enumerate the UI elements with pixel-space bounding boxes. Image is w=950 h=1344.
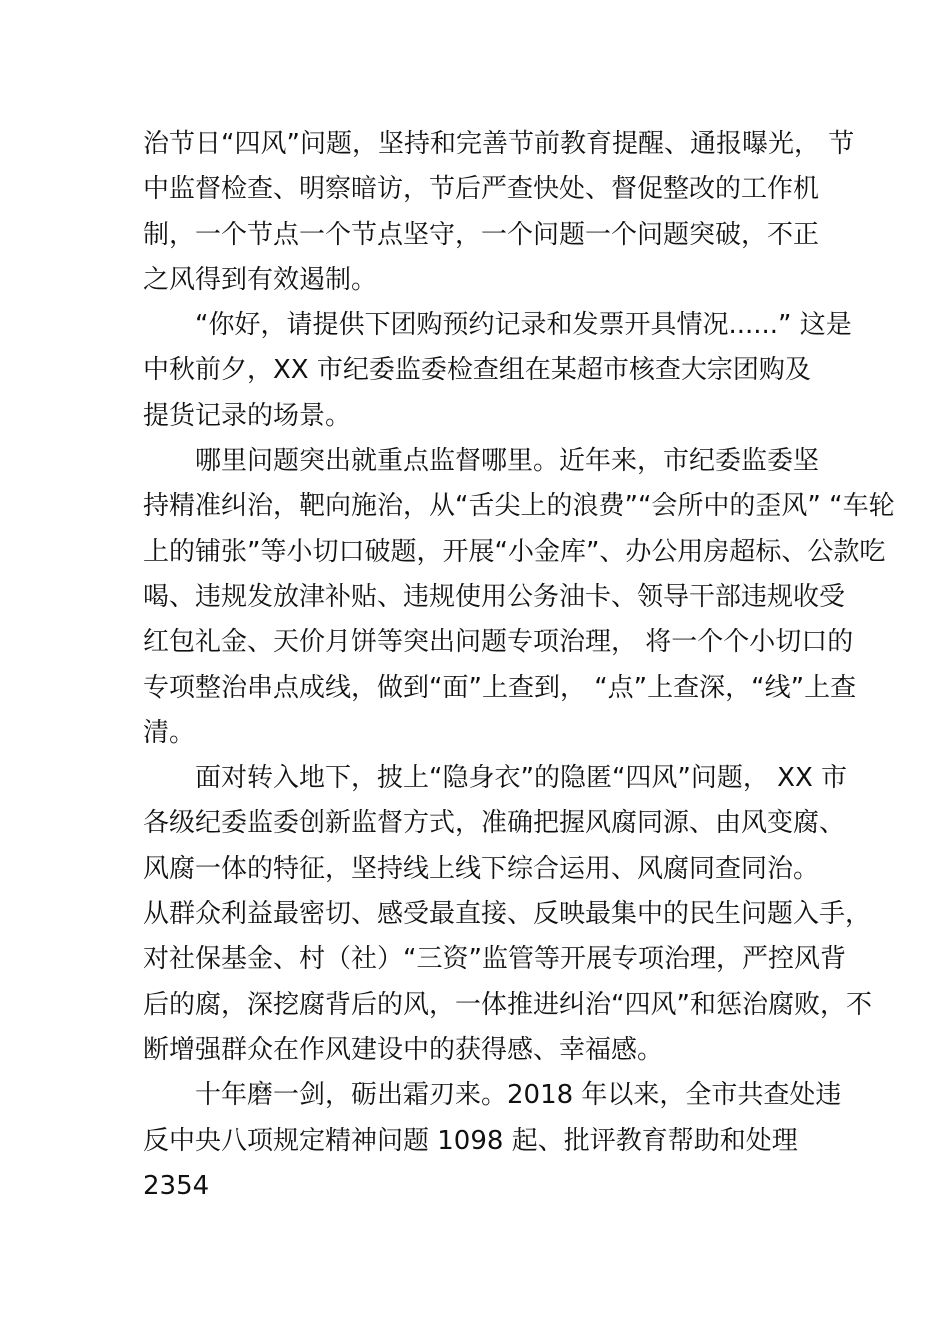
text-line: 持精准纠治，靶向施治，从“舌尖上的浪费”“会所中的歪风” “车轮	[143, 491, 895, 522]
text-line: 后的腐，深挖腐背后的风，一体推进纠治“四风”和惩治腐败，不	[143, 989, 872, 1020]
text-line: 中监督检查、明察暗访，节后严查快处、督促整改的工作机	[143, 174, 820, 205]
body-text	[143, 122, 895, 1209]
text-line: 从群众利益最密切、感受最直接、反映最集中的民生问题入手，	[143, 899, 872, 930]
text-line: 面对转入地下，披上“隐身衣”的隐匿“四风”问题， XX 市	[195, 763, 848, 794]
text-line: 提货记录的场景。	[143, 400, 352, 431]
text-line: 红包礼金、天价月饼等突出问题专项治理， 将一个个小切口的	[143, 627, 854, 658]
text-line: 风腐一体的特征，坚持线上线下综合运用、风腐同查同治。	[143, 853, 820, 884]
text-line: 上的铺张”等小切口破题，开展“小金库”、办公用房超标、公款吃	[143, 536, 886, 567]
text-line: 中秋前夕，XX 市纪委监委检查组在某超市核查大宗团购及	[143, 355, 811, 386]
text-line: 各级纪委监委创新监督方式，准确把握风腐同源、由风变腐、	[143, 808, 846, 839]
text-line: 清。	[143, 717, 196, 748]
text-line: 之风得到有效遏制。	[143, 264, 378, 295]
text-line: 专项整治串点成线，做到“面”上查到， “点”上查深，“线”上查	[143, 672, 857, 703]
text-line: 2354	[143, 1170, 210, 1201]
text-line: “你好，请提供下团购预约记录和发票开具情况......” 这是	[195, 310, 852, 341]
text-line: 反中央八项规定精神问题 1098 起、批评教育帮助和处理	[143, 1125, 798, 1156]
text-line: 哪里问题突出就重点监督哪里。近年来，市纪委监委坚	[195, 446, 820, 477]
text-line: 对社保基金、村（社）“三资”监管等开展专项治理，严控风背	[143, 944, 846, 975]
text-line: 断增强群众在作风建设中的获得感、幸福感。	[143, 1034, 664, 1065]
text-line: 十年磨一剑，砺出霜刃来。2018 年以来，全市共查处违	[195, 1080, 842, 1111]
text-line: 制，一个节点一个节点坚守，一个问题一个问题突破，不正	[143, 219, 820, 250]
text-line: 治节日“四风”问题，坚持和完善节前教育提醒、通报曝光， 节	[143, 129, 855, 159]
text-line: 喝、违规发放津补贴、违规使用公务油卡、领导干部违规收受	[143, 581, 846, 612]
